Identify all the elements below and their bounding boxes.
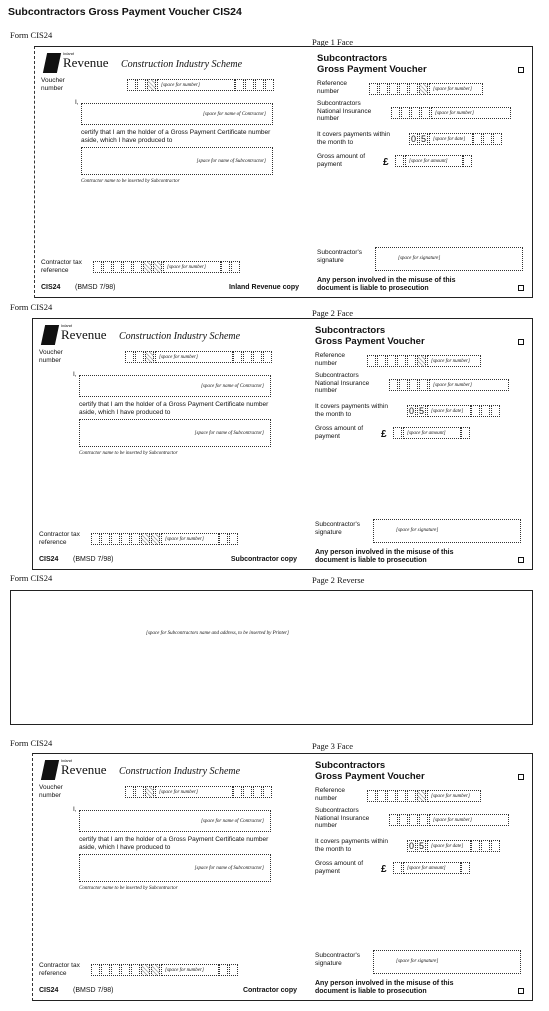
ni-label: Subcontractors National Insurance number — [315, 372, 370, 394]
heading — [315, 760, 425, 782]
heading-line-1: Subcontractors — [317, 53, 388, 64]
input-cell[interactable] — [409, 379, 418, 391]
input-cell[interactable] — [493, 133, 502, 145]
signature-field[interactable] — [375, 247, 523, 271]
number-placeholder: [space for number] — [429, 83, 483, 95]
input-cell[interactable] — [491, 840, 500, 852]
heading-line-2: Gross Payment Voucher — [315, 336, 425, 347]
heading-line-2: Gross Payment Voucher — [315, 771, 425, 782]
signature-label: Subcontractor's signature — [315, 521, 360, 536]
input-cell[interactable] — [263, 351, 272, 363]
input-cell[interactable] — [141, 964, 150, 976]
bmsd-code: (BMSD 7/98) — [73, 987, 114, 994]
voucher-label: Voucher number — [39, 784, 63, 799]
number-placeholder: [space for number] — [429, 379, 509, 391]
form-code: CIS24 — [39, 987, 59, 994]
i-label: I, — [73, 806, 77, 813]
subcontractor-placeholder: [space for name of Subcontractor] — [194, 866, 264, 871]
logo-prefix: Inland — [63, 51, 74, 56]
input-cell[interactable] — [233, 786, 242, 798]
contractor-placeholder: [space for name of Contractor] — [200, 819, 264, 824]
number-placeholder: [space for number] — [161, 533, 219, 545]
input-cell[interactable] — [389, 814, 398, 826]
month-label: It covers payments within the month to — [315, 838, 388, 853]
certify-text: certify that I am the holder of a Gross Payment Certificate number aside, which I have produced to — [79, 836, 269, 851]
voucher-number-field[interactable] — [125, 786, 273, 804]
input-cell[interactable] — [417, 790, 426, 802]
month-label: It covers payments within the month to — [315, 403, 388, 418]
contractor-name-field[interactable] — [79, 810, 271, 832]
copy-label: Inland Revenue copy — [228, 284, 299, 291]
subcontractor-placeholder: [space for name of Subcontractor] — [196, 159, 266, 164]
revenue-logo-mark-icon — [43, 53, 61, 73]
input-cell[interactable] — [397, 790, 406, 802]
month-digit: 5 — [418, 406, 424, 416]
signature-field[interactable] — [373, 950, 521, 974]
ni-label: Subcontractors National Insurance number — [315, 807, 370, 829]
subcontractor-name-field[interactable] — [79, 854, 271, 882]
input-cell[interactable] — [369, 83, 378, 95]
subcontractor-placeholder: [space for name of Subcontractor] — [194, 431, 264, 436]
input-cell[interactable] — [151, 533, 160, 545]
input-cell[interactable] — [473, 133, 482, 145]
contractor-name-field[interactable] — [81, 103, 273, 125]
input-cell[interactable] — [389, 379, 398, 391]
signature-label: Subcontractor's signature — [315, 952, 360, 967]
input-cell[interactable] — [409, 814, 418, 826]
input-cell[interactable] — [461, 427, 470, 439]
input-cell[interactable] — [229, 533, 238, 545]
month-label: It covers payments within the month to — [317, 131, 390, 146]
input-cell[interactable] — [141, 533, 150, 545]
signature-placeholder: [space for signature] — [396, 528, 439, 533]
gross-amount-field[interactable] — [393, 427, 471, 445]
month-digit: 5 — [418, 841, 424, 851]
input-cell[interactable] — [101, 533, 110, 545]
number-placeholder: [space for number] — [155, 351, 233, 363]
date-placeholder: [space for date] — [427, 840, 471, 852]
input-cell[interactable] — [471, 840, 480, 852]
input-cell[interactable] — [147, 79, 156, 91]
number-placeholder: [space for number] — [157, 79, 235, 91]
input-cell[interactable] — [103, 261, 112, 273]
input-cell[interactable] — [409, 83, 418, 95]
input-cell[interactable] — [121, 533, 130, 545]
number-placeholder: [space for number] — [163, 261, 221, 273]
input-cell[interactable] — [135, 351, 144, 363]
scheme-name: Construction Industry Scheme — [121, 59, 243, 70]
input-cell[interactable] — [253, 786, 262, 798]
input-cell[interactable] — [243, 351, 252, 363]
gross-label: Gross amount of payment — [317, 153, 366, 168]
number-placeholder: [space for number] — [427, 790, 481, 802]
number-placeholder: [space for number] — [431, 107, 511, 119]
currency-symbol: £ — [381, 429, 387, 440]
copy-label: Contractor copy — [242, 987, 297, 994]
date-placeholder: [space for date] — [429, 133, 473, 145]
input-cell[interactable] — [419, 814, 428, 826]
heading-line-2: Gross Payment Voucher — [317, 64, 427, 75]
logo-text: Revenue — [61, 762, 107, 778]
scheme-name: Construction Industry Scheme — [119, 766, 241, 777]
reference-label: Reference number — [315, 787, 345, 802]
gross-label: Gross amount of payment — [315, 425, 364, 440]
input-cell[interactable] — [407, 355, 416, 367]
bmsd-code: (BMSD 7/98) — [75, 284, 116, 291]
footer-checkbox[interactable] — [518, 988, 524, 994]
input-cell[interactable] — [121, 964, 130, 976]
misuse-warning: Any person involved in the misuse of this document is liable to prosecution — [315, 549, 454, 564]
input-cell[interactable] — [377, 790, 386, 802]
input-cell[interactable] — [91, 533, 100, 545]
printer-address-placeholder: [space for Subcontractors name and address, to be inserted by Printer] — [146, 631, 289, 636]
input-cell[interactable] — [491, 405, 500, 417]
voucher-number-field[interactable] — [127, 79, 275, 97]
input-cell[interactable] — [395, 155, 404, 167]
input-cell[interactable] — [123, 261, 132, 273]
input-cell[interactable] — [367, 790, 376, 802]
form-label: Form CIS24 — [10, 30, 53, 40]
heading — [315, 325, 425, 347]
contractor-tax-label: Contractor tax reference — [39, 531, 80, 546]
input-cell[interactable] — [131, 964, 140, 976]
form-code: CIS24 — [39, 556, 59, 563]
scheme-name: Construction Industry Scheme — [119, 331, 241, 342]
input-cell[interactable] — [397, 355, 406, 367]
input-cell[interactable] — [265, 79, 274, 91]
page-label: Page 2 Reverse — [312, 575, 365, 585]
amount-placeholder: [space for amount] — [403, 427, 461, 439]
contractor-note: Contractor name to be inserted by Subcontractor — [79, 886, 178, 891]
heading-line-1: Subcontractors — [315, 325, 386, 336]
logo-prefix: Inland — [61, 323, 72, 328]
gross-amount-field[interactable] — [395, 155, 473, 173]
contractor-placeholder: [space for name of Contractor] — [200, 384, 264, 389]
input-cell[interactable] — [401, 107, 410, 119]
contractor-note: Contractor name to be inserted by Subcontractor — [79, 451, 178, 456]
input-cell[interactable] — [387, 355, 396, 367]
signature-placeholder: [space for signature] — [398, 256, 441, 261]
input-cell[interactable] — [101, 964, 110, 976]
page-label: Page 2 Face — [312, 308, 354, 318]
input-cell[interactable] — [389, 83, 398, 95]
input-cell[interactable] — [461, 862, 470, 874]
input-cell[interactable] — [137, 79, 146, 91]
heading — [317, 53, 427, 75]
month-digit: 0 — [410, 134, 416, 144]
subcontractor-name-field[interactable] — [79, 419, 271, 447]
copy-checkbox[interactable] — [518, 774, 524, 780]
i-label: I, — [75, 99, 79, 106]
reference-label: Reference number — [317, 80, 347, 95]
certify-text: certify that I am the holder of a Gross Payment Certificate number aside, which I have produced to — [79, 401, 269, 416]
page-label: Page 1 Face — [312, 37, 354, 47]
input-cell[interactable] — [419, 83, 428, 95]
gross-label: Gross amount of payment — [315, 860, 364, 875]
ni-number-field[interactable] — [389, 814, 509, 832]
month-digit: 0 — [408, 406, 414, 416]
input-cell[interactable] — [377, 355, 386, 367]
input-cell[interactable] — [143, 261, 152, 273]
input-cell[interactable] — [483, 133, 492, 145]
form-code: CIS24 — [41, 284, 61, 291]
input-cell[interactable] — [233, 351, 242, 363]
footer-checkbox[interactable] — [518, 557, 524, 563]
revenue-logo — [45, 53, 108, 73]
number-placeholder: [space for number] — [155, 786, 233, 798]
contractor-name-field[interactable] — [79, 375, 271, 397]
copy-checkbox[interactable] — [518, 339, 524, 345]
input-cell[interactable] — [399, 379, 408, 391]
amount-placeholder: [space for amount] — [405, 155, 463, 167]
number-placeholder: [space for number] — [427, 355, 481, 367]
gross-amount-field[interactable] — [393, 862, 471, 880]
revenue-logo-mark-icon — [41, 760, 59, 780]
number-placeholder: [space for number] — [429, 814, 509, 826]
heading-line-1: Subcontractors — [315, 760, 386, 771]
document-title: Subcontractors Gross Payment Voucher CIS24 — [8, 6, 242, 18]
copy-label: Subcontractor copy — [230, 556, 297, 563]
footer-checkbox[interactable] — [518, 285, 524, 291]
input-cell[interactable] — [463, 155, 472, 167]
form-label: Form CIS24 — [10, 573, 53, 583]
contractor-tax-field[interactable] — [91, 964, 239, 982]
currency-symbol: £ — [383, 157, 389, 168]
input-cell[interactable] — [393, 427, 402, 439]
reference-number-field[interactable] — [367, 355, 481, 373]
form-label: Form CIS24 — [10, 738, 53, 748]
input-cell[interactable] — [379, 83, 388, 95]
voucher-card — [34, 46, 533, 298]
signature-field[interactable] — [373, 519, 521, 543]
input-cell[interactable] — [471, 405, 480, 417]
month-digit: 5 — [420, 134, 426, 144]
input-cell[interactable] — [153, 261, 162, 273]
revenue-logo — [43, 760, 106, 780]
input-cell[interactable] — [481, 405, 490, 417]
input-cell[interactable] — [145, 786, 154, 798]
contractor-placeholder: [space for name of Contractor] — [202, 112, 266, 117]
input-cell[interactable] — [243, 786, 252, 798]
revenue-logo-mark-icon — [41, 325, 59, 345]
month-field[interactable] — [407, 840, 501, 858]
ni-number-field[interactable] — [389, 379, 509, 397]
input-cell[interactable] — [125, 786, 134, 798]
voucher-label: Voucher number — [41, 77, 65, 92]
input-cell[interactable] — [91, 964, 100, 976]
input-cell[interactable] — [367, 355, 376, 367]
input-cell[interactable] — [419, 379, 428, 391]
contractor-tax-field[interactable] — [93, 261, 241, 279]
month-field[interactable] — [409, 133, 503, 151]
input-cell[interactable] — [113, 261, 122, 273]
ni-label: Subcontractors National Insurance number — [317, 100, 372, 122]
input-cell[interactable] — [407, 790, 416, 802]
input-cell[interactable] — [411, 107, 420, 119]
voucher-card — [32, 753, 533, 1001]
page-label: Page 3 Face — [312, 741, 354, 751]
contractor-tax-label: Contractor tax reference — [39, 962, 80, 977]
misuse-warning: Any person involved in the misuse of this document is liable to prosecution — [317, 277, 456, 292]
input-cell[interactable] — [151, 964, 160, 976]
input-cell[interactable] — [421, 107, 430, 119]
input-cell[interactable] — [125, 351, 134, 363]
input-cell[interactable] — [111, 964, 120, 976]
certify-text: certify that I am the holder of a Gross Payment Certificate number aside, which I have produced to — [81, 129, 271, 144]
contractor-note: Contractor name to be inserted by Subcontractor — [81, 179, 180, 184]
input-cell[interactable] — [221, 261, 230, 273]
input-cell[interactable] — [393, 862, 402, 874]
input-cell[interactable] — [133, 261, 142, 273]
input-cell[interactable] — [245, 79, 254, 91]
subcontractor-name-field[interactable] — [81, 147, 273, 175]
logo-text: Revenue — [61, 327, 107, 343]
month-field[interactable] — [407, 405, 501, 423]
input-cell[interactable] — [481, 840, 490, 852]
input-cell[interactable] — [93, 261, 102, 273]
form-label: Form CIS24 — [10, 302, 53, 312]
voucher-label: Voucher number — [39, 349, 63, 364]
reference-label: Reference number — [315, 352, 345, 367]
input-cell[interactable] — [387, 790, 396, 802]
revenue-logo — [43, 325, 106, 345]
reference-number-field[interactable] — [367, 790, 481, 808]
voucher-card — [32, 318, 533, 570]
number-placeholder: [space for number] — [161, 964, 219, 976]
input-cell[interactable] — [231, 261, 240, 273]
input-cell[interactable] — [219, 533, 228, 545]
contractor-tax-label: Contractor tax reference — [41, 259, 82, 274]
logo-text: Revenue — [63, 55, 109, 71]
month-digit: 0 — [408, 841, 414, 851]
logo-prefix: Inland — [61, 758, 72, 763]
ni-number-field[interactable] — [391, 107, 511, 125]
copy-checkbox[interactable] — [518, 67, 524, 73]
input-cell[interactable] — [255, 79, 264, 91]
reference-number-field[interactable] — [369, 83, 483, 101]
input-cell[interactable] — [229, 964, 238, 976]
input-cell[interactable] — [399, 814, 408, 826]
input-cell[interactable] — [145, 351, 154, 363]
input-cell[interactable] — [111, 533, 120, 545]
input-cell[interactable] — [219, 964, 228, 976]
input-cell[interactable] — [135, 786, 144, 798]
input-cell[interactable] — [391, 107, 400, 119]
voucher-number-field[interactable] — [125, 351, 273, 369]
date-placeholder: [space for date] — [427, 405, 471, 417]
input-cell[interactable] — [131, 533, 140, 545]
contractor-tax-field[interactable] — [91, 533, 239, 551]
bmsd-code: (BMSD 7/98) — [73, 556, 114, 563]
input-cell[interactable] — [263, 786, 272, 798]
input-cell[interactable] — [253, 351, 262, 363]
input-cell[interactable] — [235, 79, 244, 91]
input-cell[interactable] — [127, 79, 136, 91]
currency-symbol: £ — [381, 864, 387, 875]
input-cell[interactable] — [399, 83, 408, 95]
i-label: I, — [73, 371, 77, 378]
amount-placeholder: [space for amount] — [403, 862, 461, 874]
signature-label: Subcontractor's signature — [317, 249, 362, 264]
reverse-panel — [10, 590, 533, 725]
input-cell[interactable] — [417, 355, 426, 367]
misuse-warning: Any person involved in the misuse of this document is liable to prosecution — [315, 980, 454, 995]
signature-placeholder: [space for signature] — [396, 959, 439, 964]
